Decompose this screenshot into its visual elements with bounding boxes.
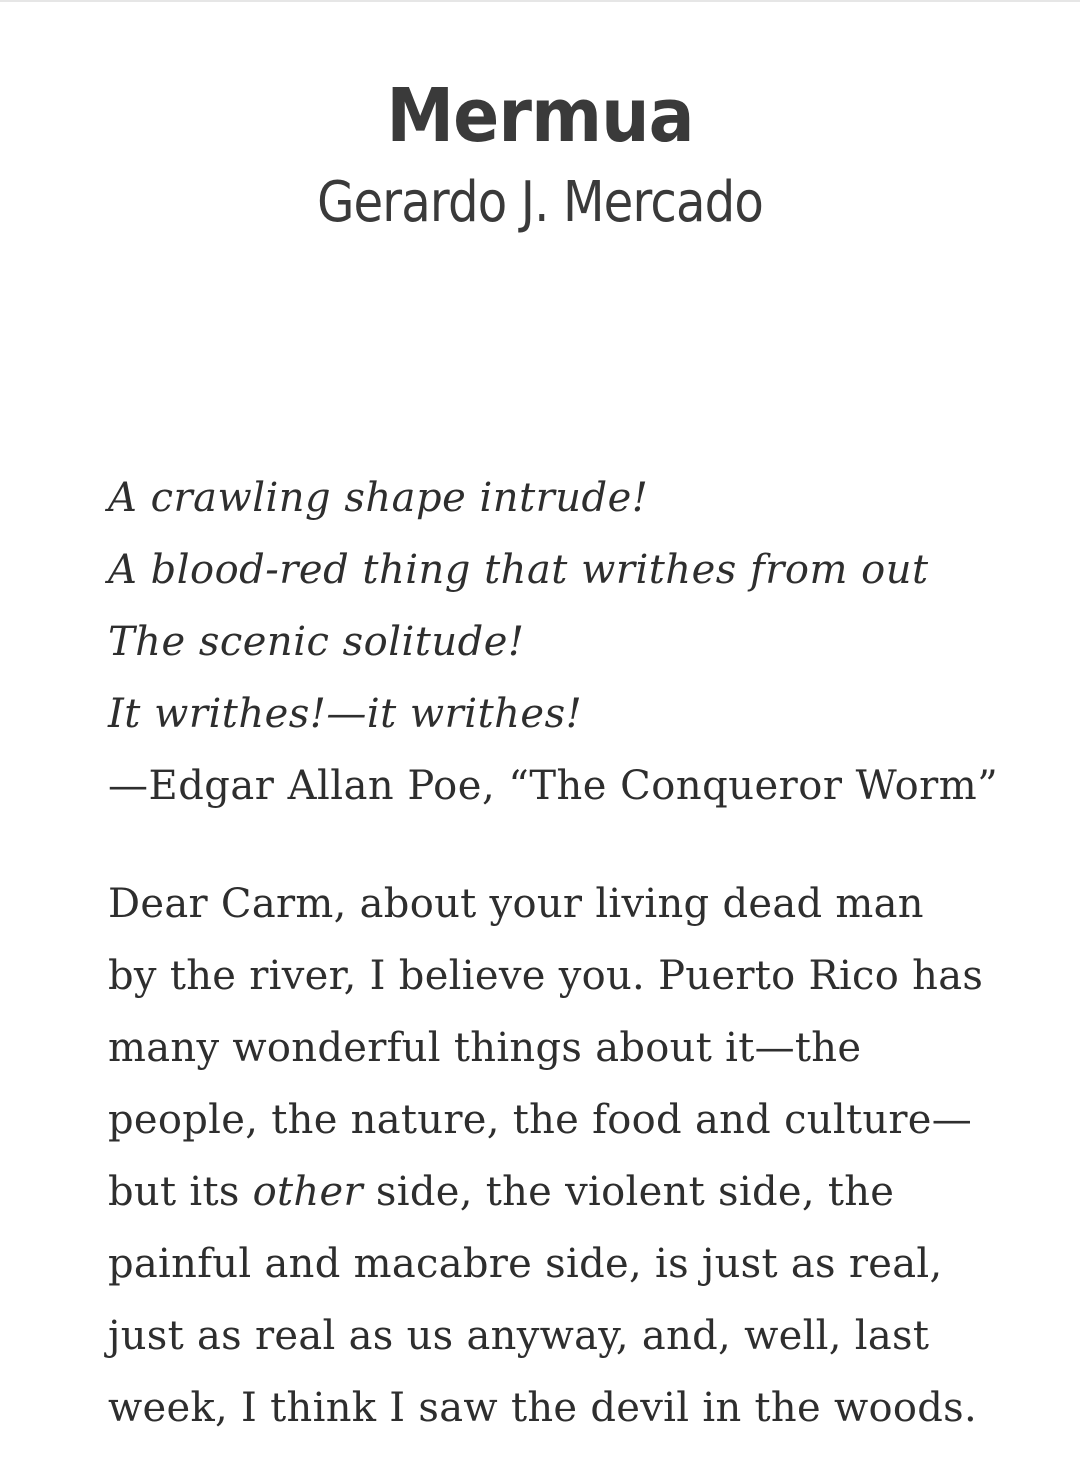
body-line: week, I think I saw the devil in the woods. [108,1385,977,1431]
epigraph-line: It writhes!—it writhes! [108,691,583,737]
story-header [0,70,1080,238]
body-text-segment: side, the violent side, the [362,1169,895,1215]
body-line: by the river, I believe you. Puerto Rico has [108,953,984,999]
body-line [108,1156,1008,1228]
story-title: Mermua [386,73,694,159]
body-text-segment: but its [108,1169,253,1215]
epigraph-line: A blood-red thing that writhes from out [108,547,929,593]
story-body-paragraph [108,868,1008,1444]
body-line: Dear Carm, about your living dead man [108,881,924,927]
epigraph-line: A crawling shape intrude! [108,475,649,521]
body-line: painful and macabre side, is just as real, [108,1241,943,1287]
epigraph-attribution: —Edgar Allan Poe, “The Conqueror Worm” [108,763,999,809]
body-line: many wonderful things about it—the [108,1025,862,1071]
author-name: Gerardo J. Mercado [317,170,763,235]
body-line: people, the nature, the food and culture— [108,1097,973,1143]
emphasized-word: other [252,1169,363,1215]
epigraph-line: The scenic solitude! [108,619,525,665]
body-line: just as real as us anyway, and, well, last [108,1313,930,1359]
epigraph [108,462,1008,822]
top-divider [0,0,1080,2]
